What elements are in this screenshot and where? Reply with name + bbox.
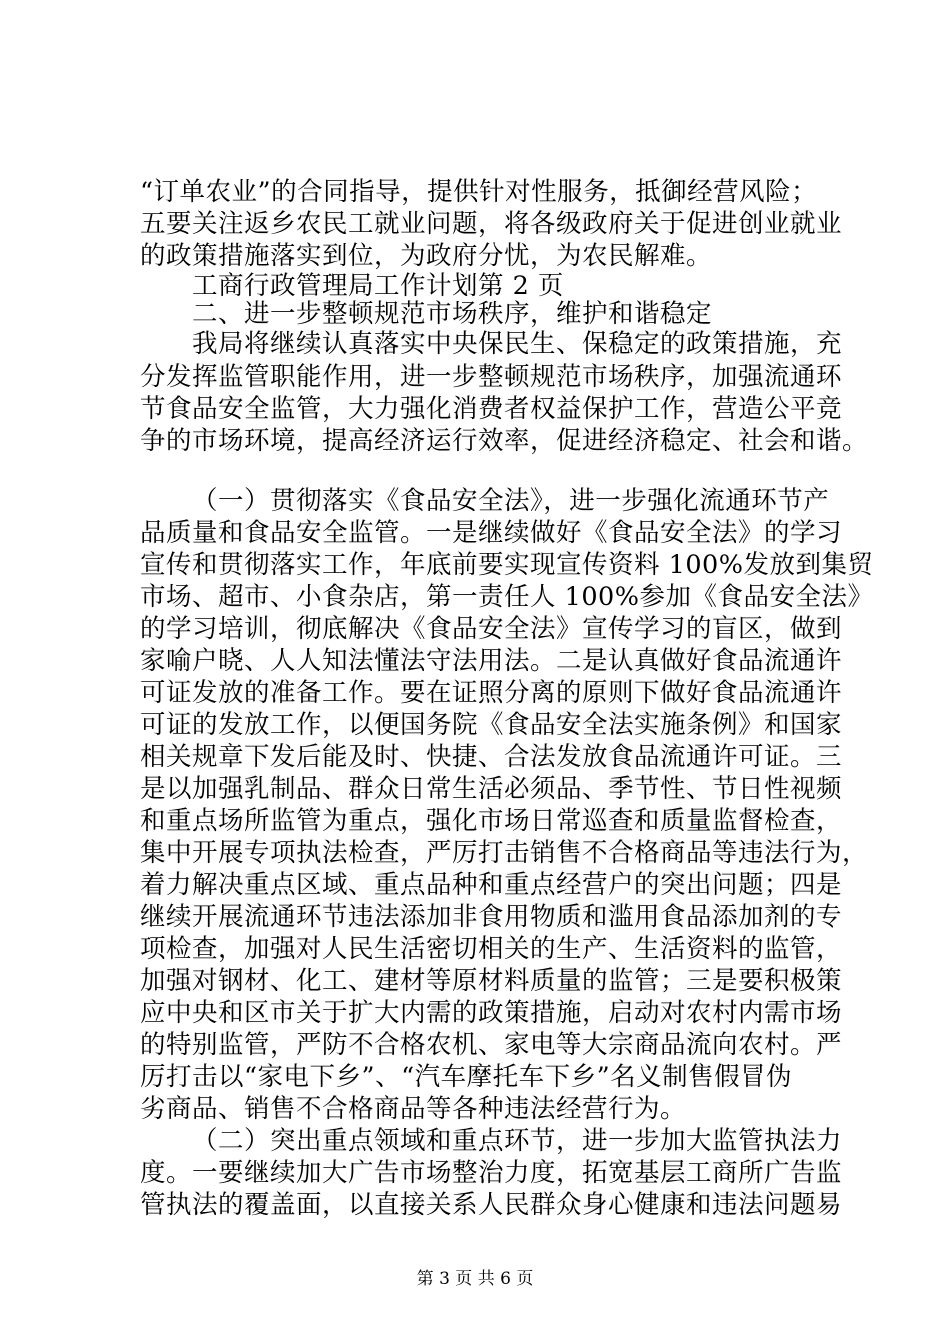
paragraph-line: 可证的发放工作，以便国务院《食品安全法实施条例》和国家 <box>140 710 843 740</box>
paragraph-line: 度。一要继续加大广告市场整治力度，拓宽基层工商所广告监 <box>140 1158 843 1188</box>
page-number-footer: 第 3 页 共 6 页 <box>416 1269 534 1289</box>
paragraph-line: 应中央和区市关于扩大内需的政策措施，启动对农村内需市场 <box>140 998 843 1028</box>
text-line: “订单农业”的合同指导，提供针对性服务，抵御经营风险； <box>140 177 818 207</box>
paragraph-line: 我局将继续认真落实中央保民生、保稳定的政策措施，充 <box>192 329 843 359</box>
paragraph-line: 是以加强乳制品、群众日常生活必须品、季节性、节日性视频 <box>140 774 843 804</box>
paragraph-line: 管执法的覆盖面，以直接关系人民群众身心健康和违法问题易 <box>140 1190 843 1220</box>
paragraph-line: （一）贯彻落实《食品安全法》，进一步强化流通环节产 <box>192 486 830 516</box>
paragraph-line: 加强对钢材、化工、建材等原材料质量的监管；三是要积极策 <box>140 966 843 996</box>
paragraph-line: 劣商品、销售不合格商品等各种违法经营行为。 <box>140 1094 687 1124</box>
paragraph-line: 着力解决重点区域、重点品种和重点经营户的突出问题；四是 <box>140 870 843 900</box>
text-line: 的政策措施落实到位，为政府分忧，为农民解难。 <box>140 241 713 271</box>
page-heading: 工商行政管理局工作计划第 2 页 <box>192 271 564 301</box>
paragraph-line: 相关规章下发后能及时、快捷、合法发放食品流通许可证。三 <box>140 742 843 772</box>
paragraph-line: 项检查，加强对人民生活密切相关的生产、生活资料的监管， <box>140 934 843 964</box>
paragraph-line: 争的市场环境，提高经济运行效率，促进经济稳定、社会和谐。 <box>140 426 869 456</box>
paragraph-line: 集中开展专项执法检查，严厉打击销售不合格商品等违法行为， <box>140 838 869 868</box>
paragraph-line: 市场、超市、小食杂店，第一责任人 100%参加《食品安全法》 <box>140 582 874 612</box>
paragraph-line: 品质量和食品安全监管。一是继续做好《食品安全法》的学习 <box>140 518 843 548</box>
text-line: 五要关注返乡农民工就业问题，将各级政府关于促进创业就业 <box>140 209 843 239</box>
paragraph-line: 的特别监管，严防不合格农机、家电等大宗商品流向农村。严 <box>140 1030 843 1060</box>
paragraph-line: 的学习培训，彻底解决《食品安全法》宣传学习的盲区，做到 <box>140 614 843 644</box>
paragraph-line: 继续开展流通环节违法添加非食用物质和滥用食品添加剂的专 <box>140 902 843 932</box>
paragraph-line: （二）突出重点领域和重点环节，进一步加大监管执法力 <box>192 1126 843 1156</box>
paragraph-line: 可证发放的准备工作。要在证照分离的原则下做好食品流通许 <box>140 678 843 708</box>
paragraph-line: 宣传和贯彻落实工作，年底前要实现宣传资料 100%发放到集贸 <box>140 550 874 580</box>
paragraph-line: 分发挥监管职能作用，进一步整顿规范市场秩序，加强流通环 <box>140 362 843 392</box>
paragraph-line: 厉打击以“家电下乡”、“汽车摩托车下乡”名义制售假冒伪 <box>140 1062 793 1092</box>
section-heading: 二、进一步整顿规范市场秩序，维护和谐稳定 <box>192 299 713 329</box>
paragraph-line: 和重点场所监管为重点，强化市场日常巡查和质量监督检查， <box>140 806 843 836</box>
paragraph-line: 家喻户晓、人人知法懂法守法用法。二是认真做好食品流通许 <box>140 646 843 676</box>
paragraph-line: 节食品安全监管，大力强化消费者权益保护工作，营造公平竞 <box>140 394 843 424</box>
